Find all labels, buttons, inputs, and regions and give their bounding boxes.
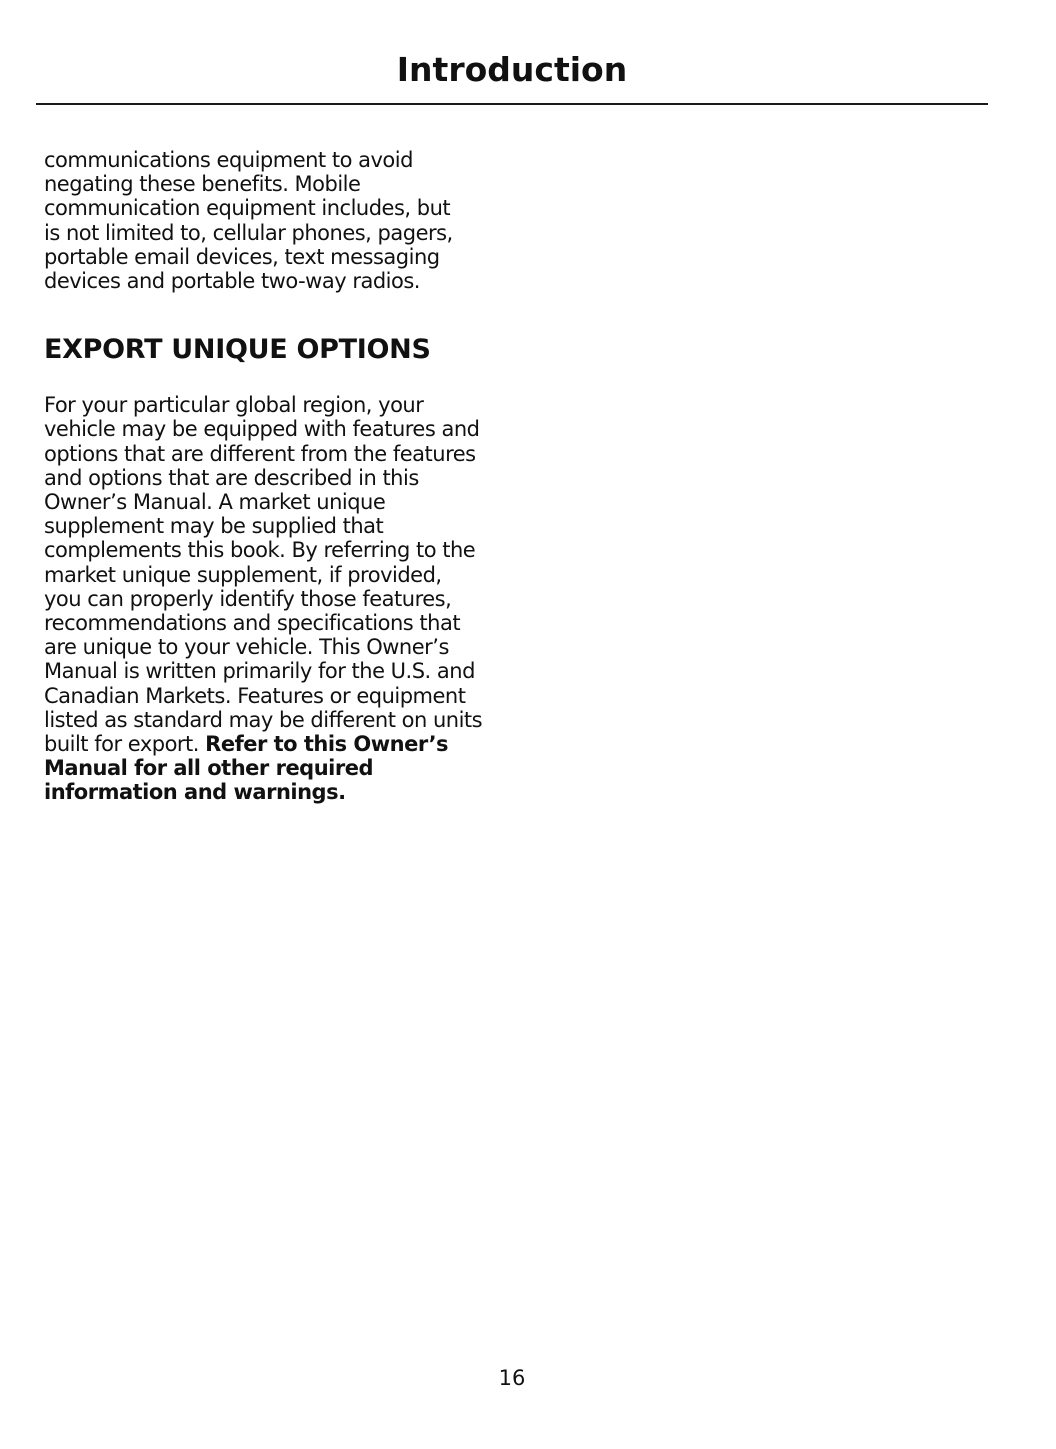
export-line: and options that are described in this	[44, 465, 419, 490]
export-paragraph	[44, 393, 494, 804]
intro-paragraph	[44, 148, 494, 293]
export-line: complements this book. By referring to the	[44, 538, 476, 563]
export-bold-line: Manual for all other required	[44, 756, 373, 781]
intro-line: is not limited to, cellular phones, pagers,	[44, 220, 453, 245]
export-mixed-line	[44, 732, 494, 756]
intro-line: portable email devices, text messaging	[44, 244, 440, 269]
section-heading-export-unique-options: EXPORT UNIQUE OPTIONS	[44, 334, 431, 366]
text-column	[44, 148, 494, 805]
export-bold-line: information and warnings.	[44, 780, 346, 805]
intro-line: negating these benefits. Mobile	[44, 172, 361, 197]
export-line: you can properly identify those features,	[44, 586, 452, 611]
export-plain-text: built for export.	[44, 732, 206, 757]
export-bold-text: Refer to this Owner’s	[205, 732, 449, 757]
export-line: supplement may be supplied that	[44, 514, 384, 539]
intro-line: devices and portable two-way radios.	[44, 269, 420, 294]
export-line: Manual is written primarily for the U.S. and	[44, 659, 475, 684]
intro-line: communications equipment to avoid	[44, 148, 413, 172]
export-line: are unique to your vehicle. This Owner’s	[44, 635, 449, 660]
page-number: 16	[498, 1366, 526, 1390]
export-line: Owner’s Manual. A market unique	[44, 490, 386, 515]
page-header	[36, 50, 988, 105]
page-title: Introduction	[396, 50, 628, 89]
export-line: listed as standard may be different on units	[44, 707, 483, 732]
export-line: For your particular global region, your	[44, 393, 424, 418]
export-line: options that are different from the features	[44, 441, 476, 466]
export-line: market unique supplement, if provided,	[44, 562, 442, 587]
export-line: vehicle may be equipped with features and	[44, 417, 480, 442]
export-line: Canadian Markets. Features or equipment	[44, 683, 466, 708]
export-line: recommendations and specifications that	[44, 611, 461, 636]
intro-line: communication equipment includes, but	[44, 196, 451, 221]
